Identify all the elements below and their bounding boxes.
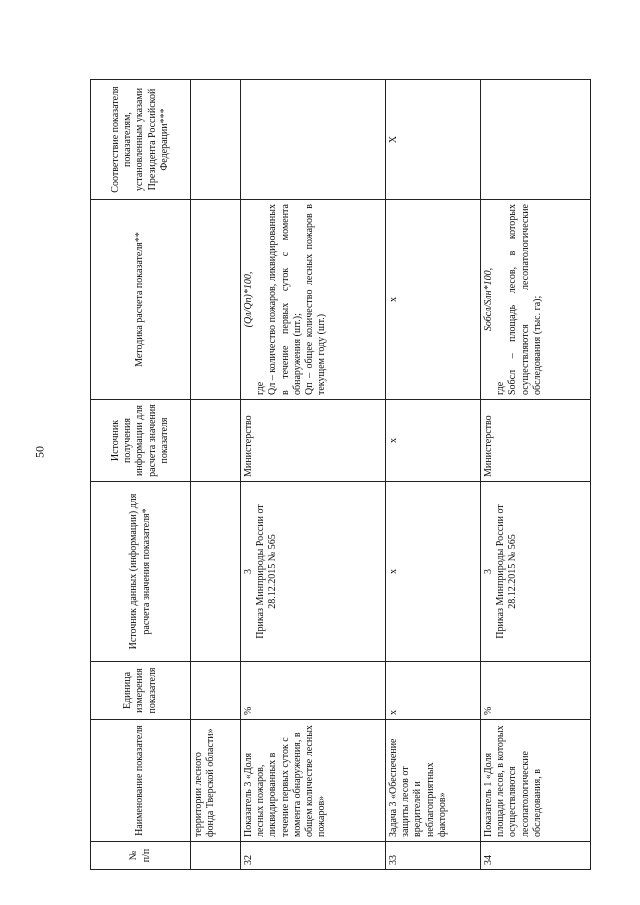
- method-formula: (Qл/Qп)*100,: [243, 271, 254, 328]
- header-num: № п/п: [91, 842, 191, 870]
- cell-source-data: [191, 482, 241, 662]
- source-num: 3: [243, 569, 254, 574]
- table-row: [481, 80, 591, 870]
- cell-unit: х: [386, 662, 481, 720]
- cell-source-info: Министерство: [241, 400, 386, 482]
- method-line: Sобсл – площадь лесов, в которых осуществляются лесопатологические обследования (тыс. га);: [507, 204, 543, 395]
- cell-num: 34: [481, 842, 591, 870]
- indicator-table: [90, 79, 591, 870]
- cell-match: Х: [386, 80, 481, 200]
- header-source-data: Источник данных (информации) для расчета значения показателя*: [91, 482, 191, 662]
- method-formula: х: [388, 297, 399, 302]
- table-row: [241, 80, 386, 870]
- cell-name: территории лесного фонда Тверской области»: [191, 720, 241, 842]
- method-where: где: [495, 381, 507, 395]
- cell-method: [481, 200, 591, 400]
- method-line: Qл – количество пожаров, ликвидированных в течение первых суток с момента обнаружения (шт.);: [267, 204, 303, 395]
- method-line: Qп – общее количество лесных пожаров в текущем году (шт.): [303, 204, 328, 395]
- method-formula: Sобсл/Sлн*100,: [483, 267, 494, 332]
- method-where: где: [255, 381, 267, 395]
- source-text: х: [388, 569, 399, 574]
- cell-num: 32: [241, 842, 386, 870]
- source-text: Приказ Минприроды России от 28.12.2015 № 565: [255, 504, 279, 639]
- header-unit: Единица измерения показателя: [91, 662, 191, 720]
- page-number: 50: [32, 446, 47, 458]
- cell-unit: [191, 662, 241, 720]
- cell-method: [386, 200, 481, 400]
- source-text: Приказ Минприроды России от 28.12.2015 № 565: [495, 504, 519, 639]
- cell-name: Показатель 3 «Доля лесных пожаров, ликвидированных в течение первых суток с момента обнаружения, в общем количестве лесных пожаров»: [241, 720, 386, 842]
- cell-source-info: х: [386, 400, 481, 482]
- cell-unit: %: [241, 662, 386, 720]
- cell-source-data: [481, 482, 591, 662]
- table-header-row: [91, 80, 191, 870]
- header-source-info: Источник получения информации для расчета значения показателя: [91, 400, 191, 482]
- cell-match: [241, 80, 386, 200]
- cell-name: Показатель 1 «Доля площади лесов, в которых осуществляются лесопатологические обследования, в: [481, 720, 591, 842]
- cell-source-info: [191, 400, 241, 482]
- table-row: [386, 80, 481, 870]
- cell-name: Задача 3 «Обеспечение защиты лесов от вредителей и неблагоприятных факторов»: [386, 720, 481, 842]
- cell-match: [191, 80, 241, 200]
- cell-num: 33: [386, 842, 481, 870]
- cell-num: [191, 842, 241, 870]
- cell-match: [481, 80, 591, 200]
- header-method: Методика расчета показателя**: [91, 200, 191, 400]
- header-match: Соответствие показателя показателям, установленным указами Президента Российской Федерации***: [91, 80, 191, 200]
- cell-source-data: [386, 482, 481, 662]
- table-row: [191, 80, 241, 870]
- cell-unit: %: [481, 662, 591, 720]
- cell-source-data: [241, 482, 386, 662]
- source-num: 3: [483, 569, 494, 574]
- rotated-table-container: [90, 80, 590, 870]
- cell-method: [191, 200, 241, 400]
- header-name: Наименование показателя: [91, 720, 191, 842]
- cell-method: [241, 200, 386, 400]
- cell-source-info: Министерство: [481, 400, 591, 482]
